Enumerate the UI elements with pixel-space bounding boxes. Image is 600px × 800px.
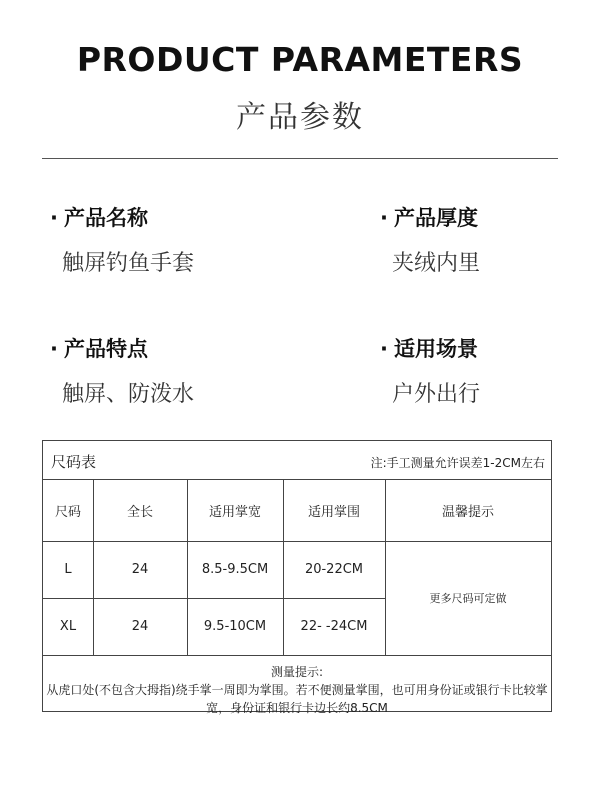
param-features	[50, 333, 194, 408]
param-value: 夹绒内里	[392, 251, 481, 276]
size-table	[42, 440, 552, 715]
custom-size-note: 更多尺码可定做	[429, 592, 507, 605]
param-label: · 产品名称	[50, 206, 148, 230]
column-header: 适用掌围	[307, 504, 360, 520]
param-value: 触屏、防泼水	[62, 382, 195, 407]
table-cell: 24	[131, 562, 149, 577]
param-label: · 产品特点	[50, 337, 148, 361]
divider	[42, 158, 558, 159]
param-value: 触屏钓鱼手套	[62, 251, 195, 276]
column-header: 尺码	[54, 504, 81, 520]
param-scenario	[380, 333, 480, 408]
size-table-header	[43, 441, 551, 480]
title-english: PRODUCT PARAMETERS	[76, 40, 524, 79]
bullet-icon: ·	[380, 206, 388, 230]
title-chinese: 产品参数	[236, 100, 364, 135]
size-table-title: 尺码表	[51, 453, 97, 471]
column-header: 温馨提示	[441, 504, 494, 520]
row-divider	[43, 655, 551, 656]
param-thickness	[380, 202, 480, 277]
table-cell: L	[64, 562, 72, 577]
bullet-icon: ·	[380, 337, 388, 361]
param-label: · 适用场景	[380, 337, 478, 361]
param-product-name	[50, 202, 194, 277]
measurement-tip	[43, 663, 551, 717]
table-cell: 24	[131, 619, 149, 634]
table-cell: 20-22CM	[304, 562, 364, 577]
measurement-error-note: 注:手工测量允许误差1-2CM左右	[370, 456, 545, 470]
column-header: 全长	[126, 504, 153, 520]
bullet-icon: ·	[50, 337, 58, 361]
measurement-tip-body: 从虎口处(不包含大拇指)绕手掌一周即为掌围。若不便测量掌围，也可用身份证或银行卡比较掌宽，身份证和银行卡边长约8.5CM	[46, 683, 548, 715]
table-cell: XL	[59, 619, 77, 634]
param-label: · 产品厚度	[380, 206, 478, 230]
param-value: 户外出行	[392, 382, 481, 407]
measurement-tip-title: 测量提示:	[270, 665, 324, 679]
column-header: 适用掌宽	[208, 504, 261, 520]
table-cell: 9.5-10CM	[203, 619, 267, 634]
bullet-icon: ·	[50, 206, 58, 230]
table-cell: 22- -24CM	[300, 619, 368, 634]
table-cell: 8.5-9.5CM	[201, 562, 269, 577]
